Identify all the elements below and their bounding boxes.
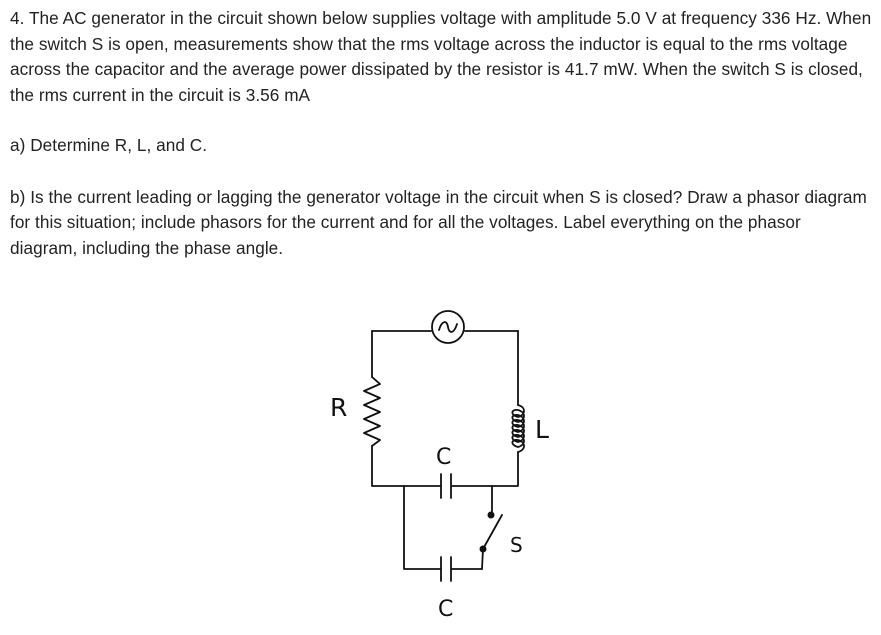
circuit-diagram: [320, 300, 560, 635]
ac-source-icon: [432, 311, 464, 343]
problem-statement: [10, 6, 872, 261]
resistor-label: R: [330, 393, 348, 422]
inductor-icon: [512, 405, 524, 452]
resistor-icon: [364, 377, 380, 446]
switch-label: S: [510, 533, 523, 557]
capacitor-bottom-label: C: [438, 597, 454, 622]
part-b-question: b) Is the current leading or lagging the generator voltage in the circuit when S is closed? Draw a phasor diagram for this situation; include phasors for the current and for all the voltages. Label everything on the phasor diagram, including the phase angle.: [10, 186, 867, 258]
part-a-question: a) Determine R, L, and C.: [10, 135, 208, 155]
wire-branch-left: [404, 486, 441, 569]
problem-intro: 4. The AC generator in the circuit shown below supplies voltage with amplitude 5.0 V at frequency 336 Hz. When the switch S is open, measurements show that the rms voltage across the inductor is equal to the rms voltage across the capacitor and the average power dissipated by the resistor is 41.7 mW. When the switch S is closed, the rms current in the circuit is 3.56 mA: [10, 8, 872, 105]
switch-icon: [480, 486, 502, 569]
wire-right-bottom: [492, 452, 518, 486]
capacitor-top-icon: [404, 474, 492, 498]
wire-left-bottom: [372, 446, 404, 486]
inductor-label: L: [535, 415, 549, 444]
capacitor-top-label: C: [436, 445, 452, 470]
capacitor-bottom-icon: [441, 557, 482, 581]
